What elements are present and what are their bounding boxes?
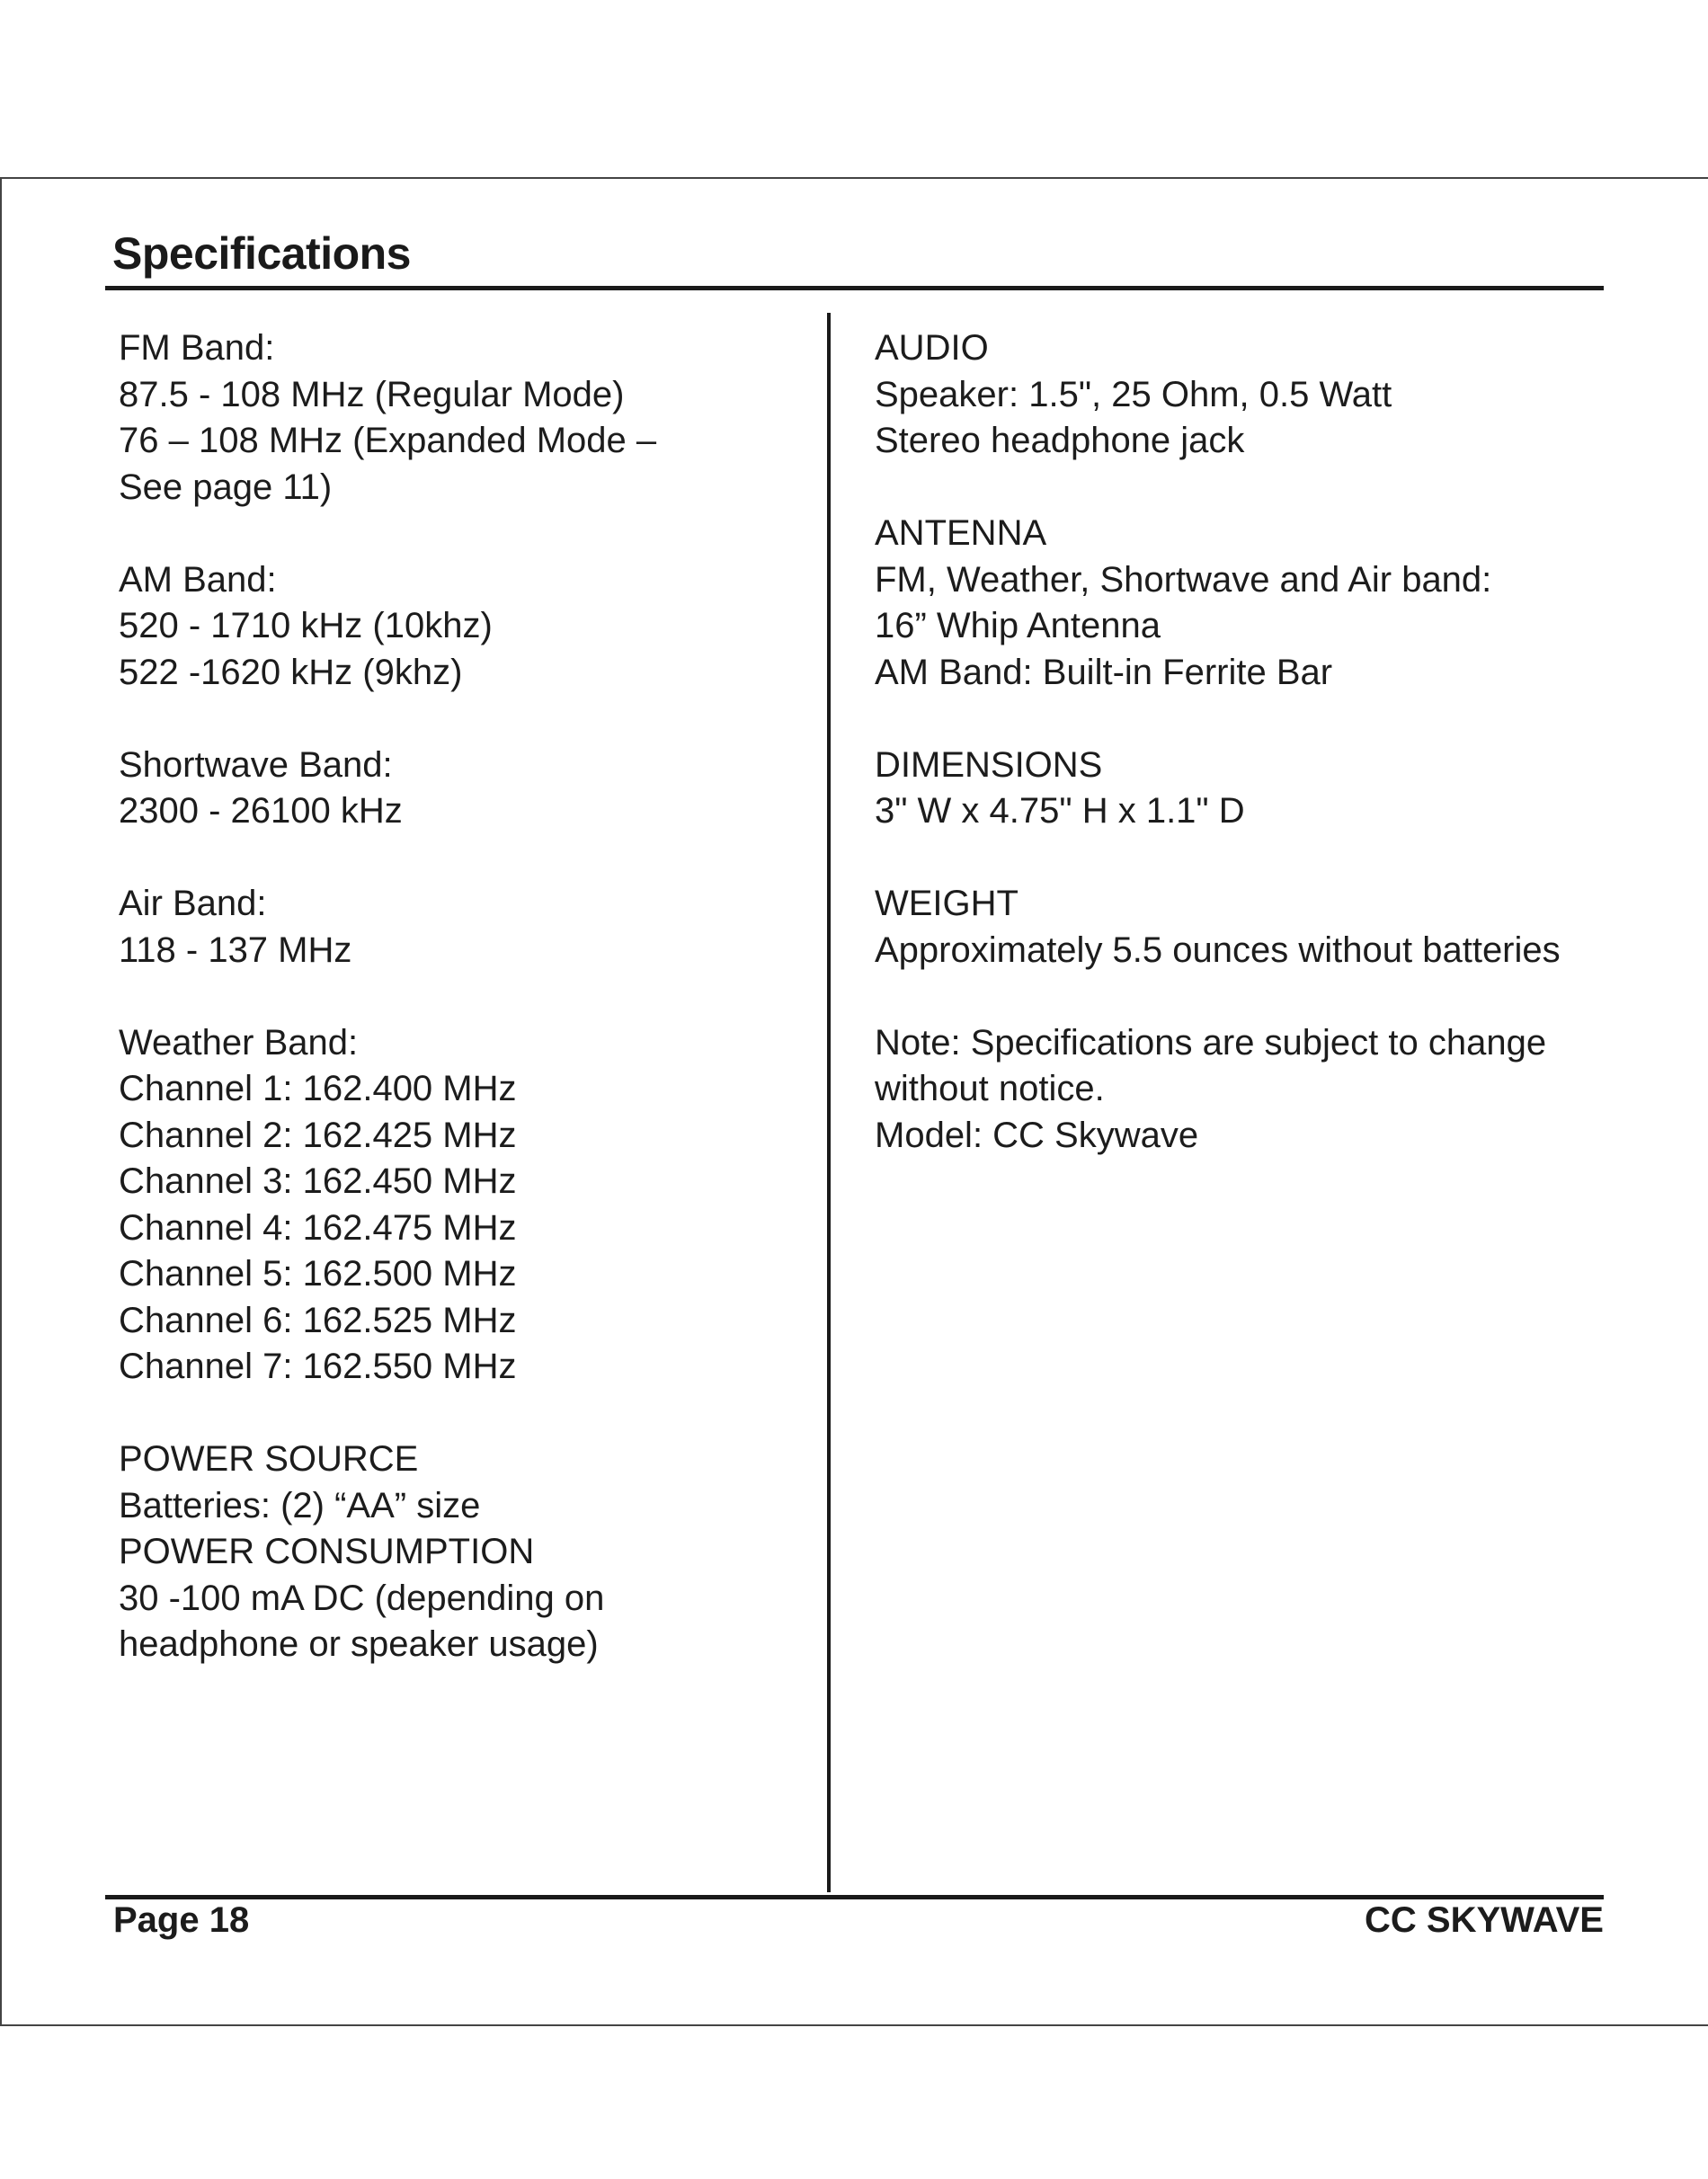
antenna-line: AM Band: Built-in Ferrite Bar bbox=[875, 652, 1333, 692]
am-band-line: 520 - 1710 kHz (10khz) bbox=[119, 606, 493, 645]
title-rule bbox=[105, 286, 1604, 290]
weather-channel: Channel 5: 162.500 MHz bbox=[119, 1254, 517, 1294]
page-number: Page 18 bbox=[113, 1900, 250, 1940]
dimensions-heading: DIMENSIONS bbox=[875, 744, 1103, 785]
weight-section bbox=[875, 881, 1612, 974]
product-name: CC SKYWAVE bbox=[1365, 1900, 1604, 1940]
power-consumption-line: headphone or speaker usage) bbox=[119, 1624, 599, 1664]
audio-line: Speaker: 1.5", 25 Ohm, 0.5 Watt bbox=[875, 374, 1392, 414]
fm-band-line: 87.5 - 108 MHz (Regular Mode) bbox=[119, 374, 625, 414]
audio-section bbox=[875, 325, 1612, 465]
power-source-value: Batteries: (2) “AA” size bbox=[119, 1485, 481, 1525]
weight-heading: WEIGHT bbox=[875, 884, 1019, 923]
shortwave-band-section bbox=[119, 743, 802, 835]
power-source-heading: POWER SOURCE bbox=[119, 1439, 419, 1479]
left-column bbox=[119, 325, 802, 1668]
column-divider bbox=[827, 313, 831, 1892]
antenna-heading: ANTENNA bbox=[875, 513, 1047, 553]
am-band-line: 522 -1620 kHz (9khz) bbox=[119, 652, 463, 692]
weather-channel: Channel 2: 162.425 MHz bbox=[119, 1115, 517, 1155]
weather-band-heading: Weather Band: bbox=[119, 1022, 359, 1063]
power-section bbox=[119, 1436, 802, 1668]
weather-channel: Channel 7: 162.550 MHz bbox=[119, 1347, 517, 1386]
dimensions-line: 3" W x 4.75" H x 1.1" D bbox=[875, 791, 1245, 831]
note-section bbox=[875, 1020, 1612, 1160]
weather-band-section bbox=[119, 1020, 802, 1391]
fm-band-line: 76 – 108 MHz (Expanded Mode – bbox=[119, 421, 657, 460]
fm-band-line: See page 11) bbox=[119, 467, 333, 507]
fm-band-section bbox=[119, 325, 802, 511]
weight-line: Approximately 5.5 ounces without batteries bbox=[875, 929, 1561, 970]
right-column bbox=[875, 325, 1612, 1159]
power-consumption-heading: POWER CONSUMPTION bbox=[119, 1532, 535, 1571]
weather-channel: Channel 6: 162.525 MHz bbox=[119, 1300, 517, 1340]
antenna-line: FM, Weather, Shortwave and Air band: bbox=[875, 559, 1492, 600]
power-consumption-line: 30 -100 mA DC (depending on bbox=[119, 1578, 605, 1618]
shortwave-band-line: 2300 - 26100 kHz bbox=[119, 791, 403, 831]
air-band-line: 118 - 137 MHz bbox=[119, 929, 352, 970]
audio-line: Stereo headphone jack bbox=[875, 421, 1245, 460]
footer-rule bbox=[105, 1895, 1604, 1899]
model-line: Model: CC Skywave bbox=[875, 1115, 1199, 1155]
am-band-heading: AM Band: bbox=[119, 559, 277, 600]
weather-channel: Channel 4: 162.475 MHz bbox=[119, 1207, 517, 1248]
air-band-heading: Air Band: bbox=[119, 884, 267, 923]
antenna-line: 16” Whip Antenna bbox=[875, 606, 1161, 645]
shortwave-band-heading: Shortwave Band: bbox=[119, 744, 393, 785]
am-band-section bbox=[119, 557, 802, 697]
antenna-section bbox=[875, 511, 1612, 696]
note-line: without notice. bbox=[875, 1069, 1105, 1108]
dimensions-section bbox=[875, 743, 1612, 835]
note-line: Note: Specifications are subject to change bbox=[875, 1022, 1547, 1063]
weather-channel: Channel 3: 162.450 MHz bbox=[119, 1161, 517, 1201]
weather-channel: Channel 1: 162.400 MHz bbox=[119, 1069, 517, 1108]
page-title: Specifications bbox=[112, 228, 411, 279]
audio-heading: AUDIO bbox=[875, 328, 989, 368]
air-band-section bbox=[119, 881, 802, 974]
fm-band-heading: FM Band: bbox=[119, 328, 275, 368]
